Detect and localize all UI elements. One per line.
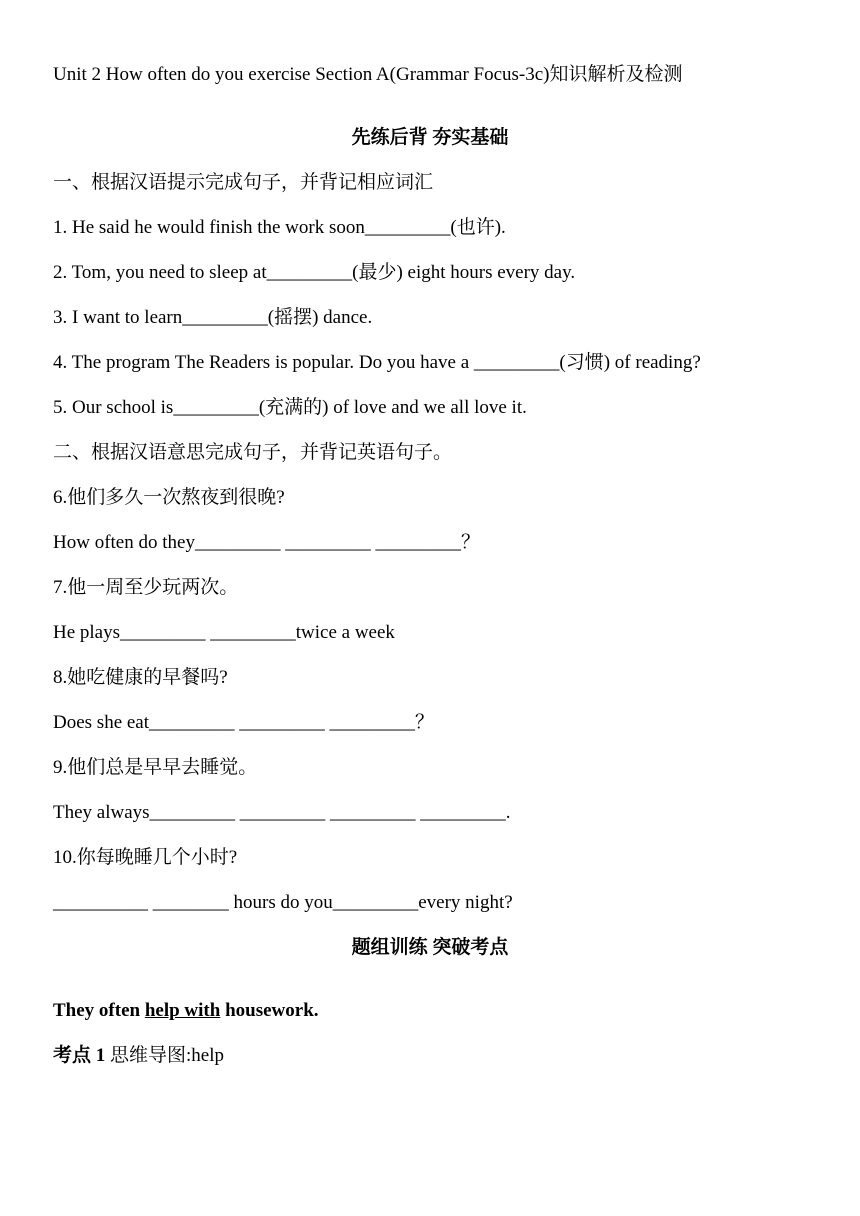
exercise-item: 3. I want to learn_________(摇摆) dance. xyxy=(53,307,373,328)
exercise-item: 2. Tom, you need to sleep at_________(最少) eight hours every day. xyxy=(53,262,576,283)
section-heading-practice: 题组训练 突破考点 xyxy=(351,937,509,958)
exam-point-1 xyxy=(53,1044,224,1068)
translation-prompt: 7.他一周至少玩两次。 xyxy=(53,577,239,598)
section-heading-basics: 先练后背 夯实基础 xyxy=(351,127,509,148)
translation-answer-line: Does she eat_________ _________ _________？ xyxy=(53,712,435,733)
example-sentence xyxy=(53,999,319,1023)
exercise-item: 4. The program The Readers is popular. Do you have a _________(习惯) of reading? xyxy=(53,352,701,373)
exam-point-label: 考点 1 xyxy=(53,1045,106,1066)
translation-prompt: 9.他们总是早早去睡觉。 xyxy=(53,757,258,778)
translation-prompt: 6.他们多久一次熬夜到很晚? xyxy=(53,487,285,508)
part2-instruction: 二、根据汉语意思完成句子，并背记英语句子。 xyxy=(53,442,453,463)
translation-answer-line: How often do they_________ _________ _________？ xyxy=(53,532,480,553)
translation-answer-line: They always_________ _________ _________ _________. xyxy=(53,802,511,823)
translation-answer-line: He plays_________ _________twice a week xyxy=(53,622,395,643)
example-sentence-key-phrase: help with xyxy=(144,1000,221,1021)
translation-prompt: 10.你每晚睡几个小时? xyxy=(53,847,238,868)
exercise-item: 1. He said he would finish the work soon_________(也许). xyxy=(53,217,506,238)
exercise-item: 5. Our school is_________(充满的) of love and we all love it. xyxy=(53,397,527,418)
example-sentence-start: They often xyxy=(53,1000,145,1021)
translation-answer-line: __________ ________ hours do you_________every night? xyxy=(53,892,513,913)
exam-point-text: 思维导图:help xyxy=(105,1045,225,1066)
part1-instruction: 一、根据汉语提示完成句子，并背记相应词汇 xyxy=(53,172,434,193)
translation-prompt: 8.她吃健康的早餐吗? xyxy=(53,667,228,688)
document-title: Unit 2 How often do you exercise Section A(Grammar Focus-3c)知识解析及检测 xyxy=(53,64,683,85)
example-sentence-end: housework. xyxy=(220,1000,319,1021)
